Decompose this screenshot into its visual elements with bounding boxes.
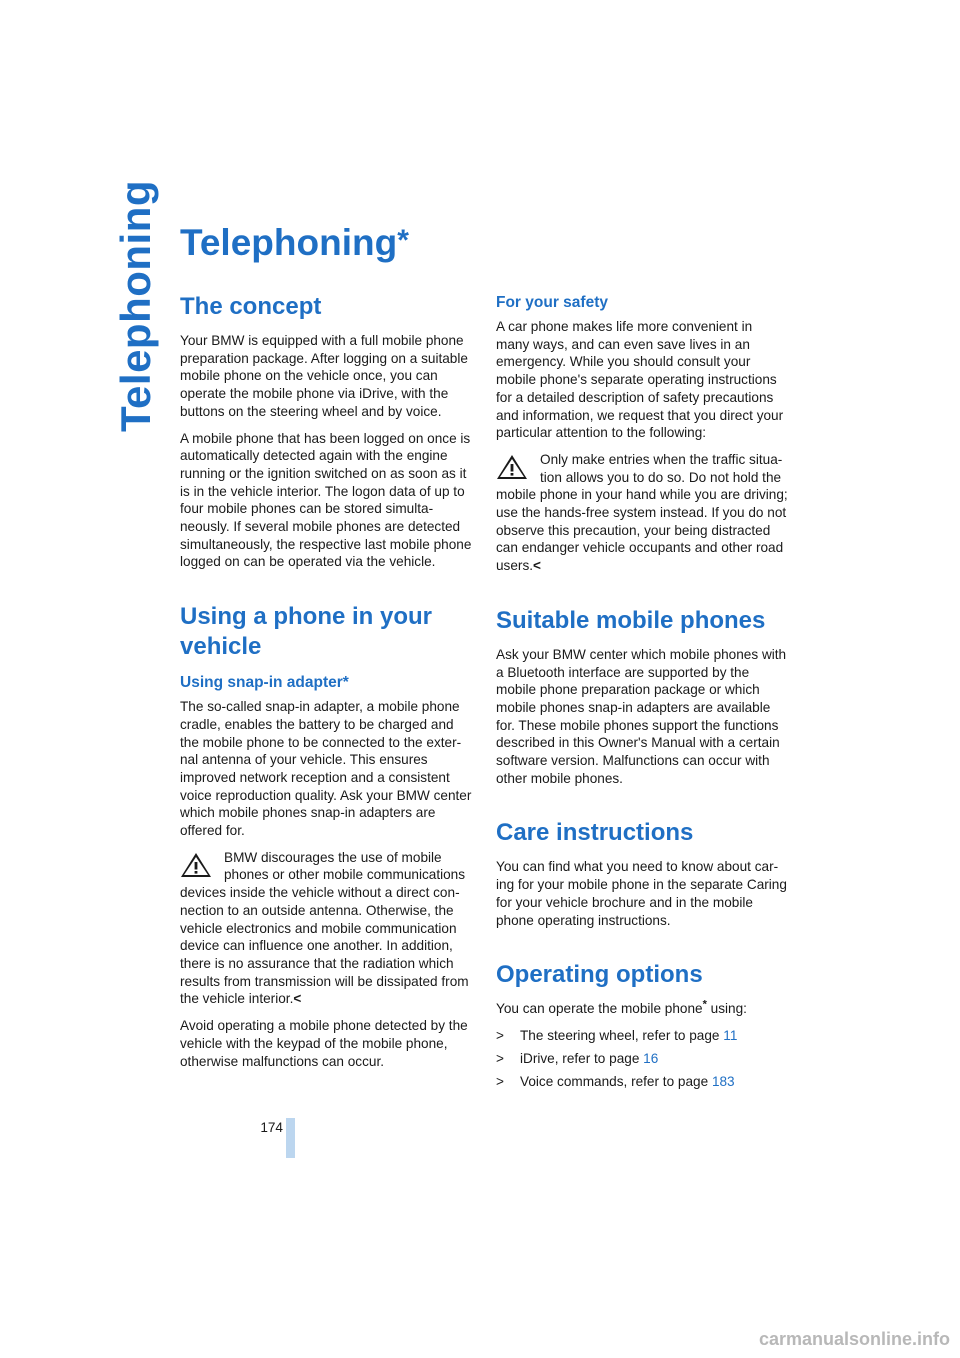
page-bar: [286, 1118, 295, 1158]
care-heading: Care instructions: [496, 819, 694, 847]
list-item-text: The steering wheel, refer to page: [520, 1027, 724, 1043]
snapin-warning-text: BMW discourages the use of mobile phones or other mobile communications devices inside the vehicle without a direct connection to an outside antenna. Otherwise, the vehicle electronics and mobile communication device can influence one another. In addition, there is no assurance that the radiation which results from transmission will be dissipated from the vehicle interior.: [180, 849, 469, 1007]
list-item-text: iDrive, refer to page: [520, 1051, 644, 1067]
list-item-text: Voice commands, refer to page: [520, 1074, 712, 1090]
left-column: [180, 292, 472, 1079]
bullet-marker: >: [496, 1027, 504, 1043]
list-item: [496, 1050, 788, 1068]
side-tab: [112, 179, 159, 432]
list-item: [496, 1027, 788, 1045]
using-phone-heading: Using a phone in your vehicle: [180, 603, 433, 661]
warning-triangle-icon: [180, 852, 212, 878]
safety-paragraph: A car phone makes life more convenient in many ways, and can even save lives in an emergency. While you should consult your mobile phone's separate operating instructions for a detailed description of safety precautions and information, we request that you direct your particular attention to the following:: [496, 319, 784, 441]
suitable-phones-heading: Suitable mobile phones: [496, 606, 766, 634]
safety-warning-text: Only make entries when the traffic situation allows you to do so. Do not hold the mobile phone in your hand while you are driving; use the hands-free system instead. If you do not observe this precaution, your being distracted can endanger vehicle occupants and other road users.: [496, 451, 788, 574]
page-link[interactable]: 183: [711, 1074, 735, 1090]
list-item: [496, 1073, 788, 1091]
safety-heading: For your safety: [496, 294, 608, 311]
snapin-heading: Using snap-in adapter*: [180, 674, 349, 692]
page-title: [180, 222, 409, 264]
concept-paragraph-1: Your BMW is equipped with a full mobile phone preparation package. After logging on a suitable mobile phone on the vehicle once, you can operate the mobile phone via iDrive, with the buttons on the steering wheel and by voice.: [180, 333, 468, 419]
page-number: 174: [260, 1120, 283, 1135]
options-star: *: [702, 998, 707, 1011]
end-mark: <: [293, 991, 302, 1007]
options-intro-text: You can operate the mobile phone: [496, 1001, 703, 1017]
snapin-paragraph-1: The so-called snap-in adapter, a mobile phone cradle, enables the battery to be charged and the mobile phone to be connected to the external antenna of your vehicle. This ensures improved network reception and a consistent voice reproduction quality. Ask your BMW center which mobile phones snap-in adapters are offered for.: [180, 699, 472, 839]
options-heading: Operating options: [496, 961, 703, 989]
snapin-paragraph-2: Avoid operating a mobile phone detected by the vehicle with the keypad of the mobile phone, otherwise malfunctions can occur.: [180, 1018, 468, 1069]
suitable-phones-paragraph: Ask your BMW center which mobile phones with a Bluetooth interface are supported by the mobile phone preparation package or which mobile phones snap-in adapters are available for. These mobile phones support the functions described in this Owner's Manual with a certain software version. Malfunctions can occur with other mobile phones.: [496, 646, 787, 786]
warning-triangle-icon: [496, 454, 528, 480]
bullet-marker: >: [496, 1074, 504, 1090]
watermark: carmanualsonline.info: [758, 1329, 950, 1349]
snapin-warning: [180, 849, 472, 1008]
page-link[interactable]: 11: [723, 1027, 738, 1043]
safety-warning: [496, 451, 788, 575]
options-intro-tail: using:: [706, 1001, 747, 1017]
concept-heading: The concept: [180, 293, 322, 320]
title-star: *: [397, 224, 409, 257]
right-column: [496, 292, 788, 1097]
options-intro: [496, 1000, 788, 1018]
page-link[interactable]: 16: [643, 1051, 659, 1067]
care-paragraph: You can find what you need to know about caring for your mobile phone in the separate Caring for your vehicle brochure and in the mobile phone operating instructions.: [496, 859, 787, 928]
concept-paragraph-2: A mobile phone that has been logged on once is automatically detected again with the engine running or the ignition switched on as soon as it is in the vehicle interior. The logon data of up to four mobile phones can be stored simultaneously. If several mobile phones are detected simultaneously, the respective last mobile phone logged on can be operated via the vehicle.: [180, 430, 472, 570]
side-tab-label: Telephoning: [112, 179, 159, 432]
options-list: [496, 1027, 788, 1091]
page-title-text: Telephoning: [180, 222, 398, 263]
end-mark: <: [533, 558, 541, 574]
bullet-marker: >: [496, 1051, 504, 1067]
